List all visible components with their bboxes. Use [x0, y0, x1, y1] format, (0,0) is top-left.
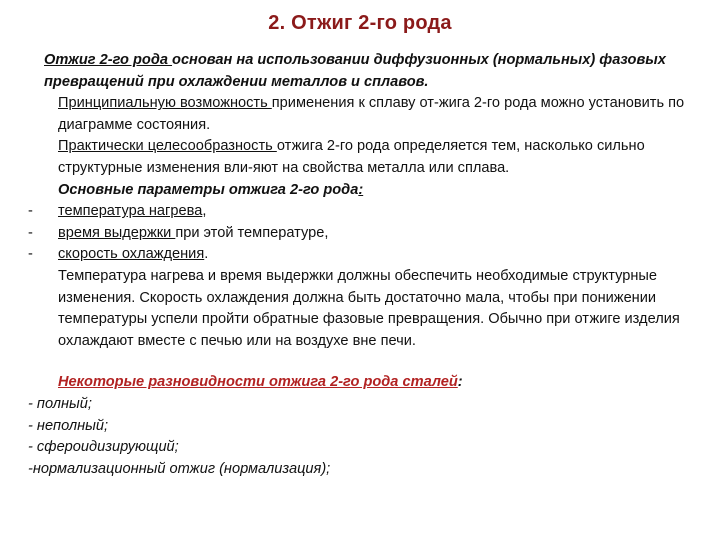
paragraph-parameters-explanation: Температура нагрева и время выдержки должны обеспечить необходимые структурные изменения. Скорость охлаждения должна быть достаточно мала, чтобы при понижении температуры успели пройти обратные фазовые превращения. Обычно при отжиге изделия охлаждают вместе с печью или на воздухе вне печи.: [58, 267, 680, 349]
spacer: [28, 352, 714, 372]
term-expediency: Практически целесообразность: [58, 138, 277, 155]
variety-item: - неполный;: [28, 417, 109, 434]
definition-text: основан на использовании диффузионных (нормальных) фазовых превращений при охлаждении металлов и сплавов.: [44, 52, 666, 90]
possibility-text: применения к сплаву от-жига 2-го рода можно установить по диаграмме состояния.: [58, 95, 685, 133]
list-item: [28, 244, 714, 266]
term-annealing: Отжиг 2-го рода: [44, 52, 173, 68]
list-dash: -: [28, 224, 33, 241]
param-rest: ,: [202, 203, 207, 220]
variety-item: -нормализационный отжиг (нормализация);: [28, 460, 331, 477]
varieties-heading: [28, 372, 714, 394]
expediency-text: отжига 2-го рода определяется тем, насколько сильно структурные изменения вли-яют на свойства металла или сплава.: [58, 138, 645, 176]
paragraph-definition: [28, 50, 714, 93]
param-term: время выдержки: [58, 224, 176, 241]
params-heading: [28, 180, 714, 202]
param-rest: .: [204, 246, 209, 263]
variety-item: - сфероидизирующий;: [28, 439, 179, 456]
paragraph-expediency: [28, 136, 714, 179]
varieties-heading-colon: :: [457, 374, 463, 391]
param-rest: при этой температуре,: [175, 224, 329, 241]
list-item: [28, 223, 714, 245]
document-body: [28, 50, 714, 480]
list-dash: -: [28, 246, 33, 263]
param-term: скорость охлаждения: [58, 246, 205, 263]
list-dash: -: [28, 203, 33, 220]
list-item: [28, 201, 714, 223]
term-possibility: Принципиальную возможность: [58, 95, 272, 112]
variety-item: - полный;: [28, 395, 92, 412]
page-title: 2. Отжиг 2-го рода: [268, 12, 452, 34]
param-term: температура нагрева: [58, 203, 203, 220]
varieties-heading-text: Некоторые разновидности отжига 2-го рода сталей: [58, 374, 458, 391]
params-heading-text: Основные параметры отжига 2-го рода: [58, 181, 359, 198]
params-heading-colon: :: [358, 181, 364, 198]
paragraph-possibility: [28, 93, 714, 136]
